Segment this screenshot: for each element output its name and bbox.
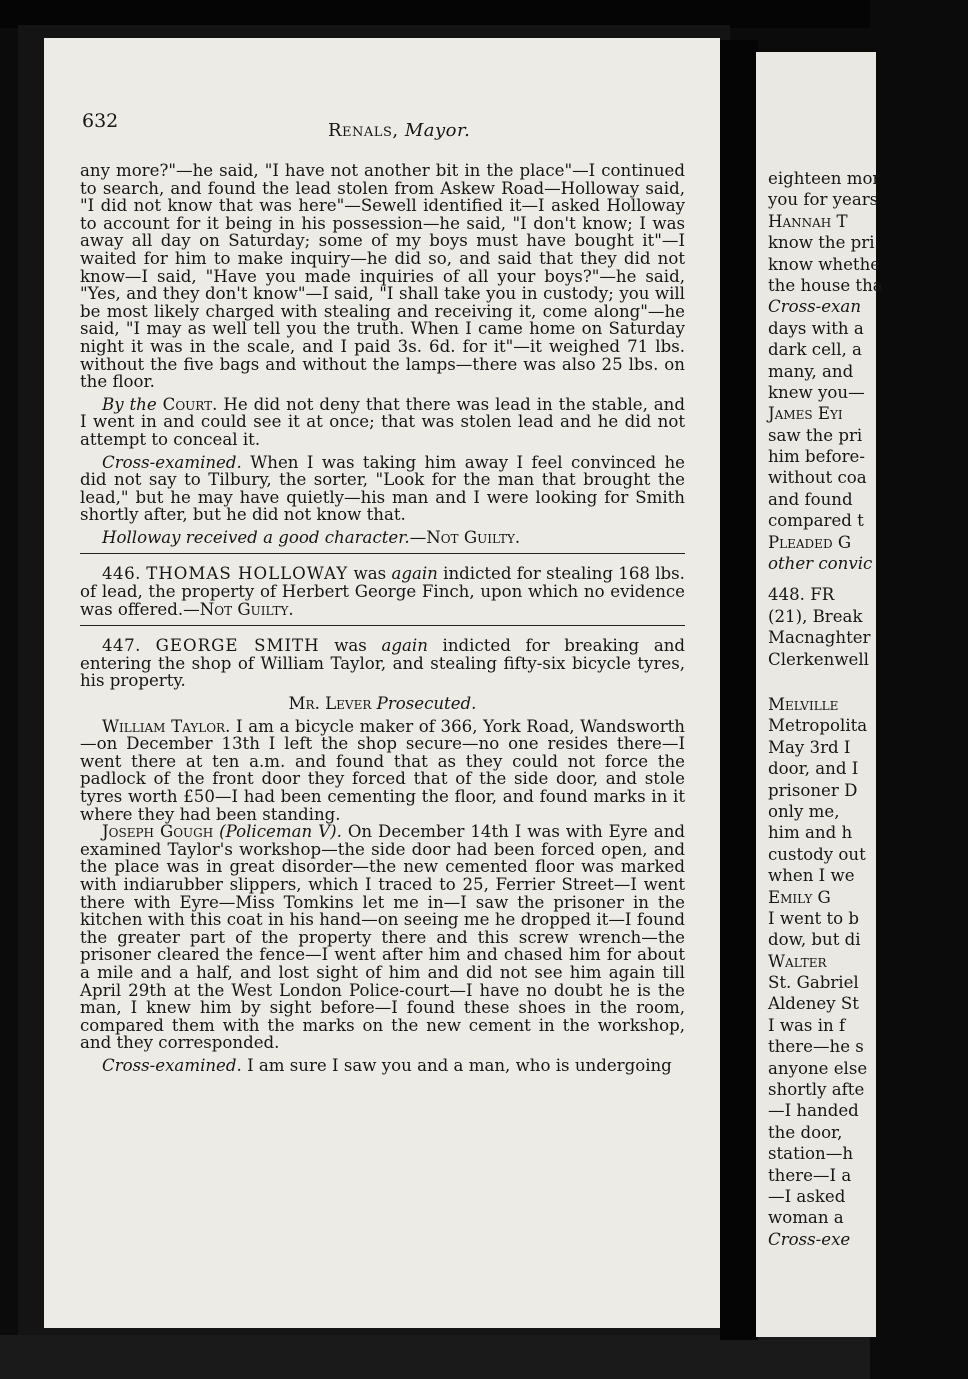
case-446-number: 446. — [102, 564, 141, 584]
case-446-again: again — [391, 564, 438, 584]
right-page-text-fragments — [768, 168, 968, 1250]
right-line: and found — [768, 489, 853, 509]
case-447-entry — [80, 637, 685, 690]
right-line: door, and I — [768, 759, 859, 779]
scan-bottom-edge — [0, 1335, 870, 1379]
case-446-was: was — [353, 564, 387, 584]
right-spacer — [768, 574, 968, 584]
case-divider-rule — [80, 553, 685, 554]
right-line: James Eyi — [768, 404, 843, 424]
right-line: compared t — [768, 511, 864, 531]
right-line: prisoner D — [768, 780, 858, 800]
right-line: —I handed — [768, 1101, 859, 1121]
verdict-not-guilty: Not Guilty. — [426, 527, 521, 547]
right-line: I was in f — [768, 1015, 846, 1035]
right-line: —I asked — [768, 1186, 846, 1206]
right-line: only me, — [768, 801, 840, 821]
right-line: eighteen mor — [768, 169, 881, 188]
scan-top-edge — [0, 0, 870, 28]
right-line: 448. FR — [768, 585, 835, 605]
right-line: know the pri — [768, 233, 875, 253]
right-line: know whethe — [768, 254, 881, 274]
right-line: days with a — [768, 318, 864, 338]
right-line: anyone else — [768, 1058, 868, 1078]
right-line: knew you— — [768, 382, 865, 402]
right-line: without coa — [768, 468, 867, 488]
right-line: station—h — [768, 1144, 854, 1164]
case-447-indictment: indicted for breaking and entering the shop of William Taylor, and stealing fifty-six bicycle tyres, his property. — [80, 636, 686, 691]
right-line: there—I a — [768, 1165, 852, 1185]
witness-gough-name: Joseph Gough — [102, 822, 214, 842]
right-line: there—he s — [768, 1037, 864, 1057]
right-line: Aldeney St — [768, 994, 859, 1014]
right-line: Macnaghter — [768, 628, 871, 648]
prosecution-line — [80, 695, 685, 713]
witness-taylor-testimony — [80, 718, 685, 824]
paragraph-verdict-445 — [80, 529, 685, 547]
by-the-label: By the — [102, 394, 157, 414]
case-divider-rule — [80, 625, 685, 626]
right-line — [768, 1229, 968, 1250]
case-447-again: again — [381, 636, 428, 656]
right-line: woman a — [768, 1208, 844, 1228]
witness-taylor-text: I am a bicycle maker of 366, York Road, Wandsworth—on December 13th I left the shop secure—no one resides there—I went there at ten a.m. and found that as they could not force the padlock of the front door they forced that of the side door, and stole tyres worth £50—I had been cementing the floor, and found marks in it where they had been standing. — [80, 716, 685, 824]
right-line: many, and — [768, 361, 854, 381]
right-line: when I we — [768, 866, 855, 886]
right-line — [768, 296, 968, 317]
page-number: 632 — [82, 110, 119, 132]
right-line: saw the pri — [768, 425, 863, 445]
witness-gough-testimony — [80, 823, 685, 1052]
right-line: (21), Break — [768, 606, 863, 626]
witness-gough-role: (Policeman V). — [219, 822, 342, 842]
verdict-separator: — — [409, 527, 427, 547]
right-line: Walter — [768, 951, 827, 971]
right-line: Melville — [768, 694, 839, 714]
paragraph-cross-examined — [80, 454, 685, 524]
right-line: custody out — [768, 844, 866, 864]
prosecutor-name: Mr. Lever — [288, 694, 372, 714]
paragraph-by-the-court — [80, 396, 685, 449]
case-447-was: was — [334, 636, 367, 656]
right-line: you for years — [768, 190, 879, 210]
right-line: Metropolita — [768, 716, 868, 736]
character-note: Holloway received a good character. — [102, 527, 410, 547]
right-line — [768, 553, 968, 574]
witness-taylor-name: William Taylor. — [102, 716, 231, 736]
left-column-text — [80, 162, 685, 1075]
final-cross-examined-text: I am sure I saw you and a man, who is undergoing — [247, 1055, 672, 1075]
paragraph-final-cross-examined — [80, 1057, 685, 1075]
book-gutter — [720, 40, 758, 1340]
cross-examined-label: Cross-examined. — [102, 452, 242, 472]
witness-gough-text: On December 14th I was with Eyre and examined Taylor's workshop—the side door had been forced open, and the place was in great disorder—the new cemented floor was marked with indiarubber slippers, which I traced to 25, Ferrier Street—I went there with Eyre—Miss Tomkins let me in—I saw the prisoner in the kitchen with this coat in his hand—on seeing me he dropped it—I found the greater part of the property there and this screw wrench—the prisoner cleared the fence—I went after him and chased him for about a mile and a half, and lost sight of him and did not see him again till April 29th at the West London Police-court—I have no doubt he is the man, I knew him by sight before—I found these shoes in the room, compared them with the marks on the new cement in the workshop, and they corresponded. — [80, 822, 686, 1053]
case-446-entry — [80, 565, 685, 618]
right-line: Pleaded G — [768, 532, 852, 552]
right-line-italic: Cross-exe — [768, 1229, 851, 1249]
right-line-italic: other convic — [768, 554, 873, 574]
header-mayor-title: Mayor. — [404, 120, 471, 141]
case-446-indictment: indicted for stealing 168 lbs. of lead, the property of Herbert George Finch, upon which no evidence was offered. — [80, 564, 685, 619]
case-446-defendant: THOMAS HOLLOWAY — [146, 564, 349, 584]
case-447-number: 447. — [102, 636, 141, 656]
header-mayor-name: Renals, — [328, 120, 399, 141]
right-line: him and h — [768, 823, 853, 843]
right-line: the door, — [768, 1122, 843, 1142]
right-line: shortly afte — [768, 1080, 865, 1100]
right-line: May 3rd I — [768, 737, 851, 757]
cross-examined-text: When I was taking him away I feel convinced he did not say to Tilbury, the sorter, "Look for the man that brought the lead," but he may have quietly—his man and I were looking for Smith shortly after, but he did not know that. — [80, 452, 685, 525]
right-line: St. Gabriel — [768, 973, 859, 993]
running-head — [82, 110, 682, 140]
right-line: him before- — [768, 447, 865, 467]
case-446-separator: — — [183, 599, 200, 619]
right-line: the house tha — [768, 275, 883, 295]
paragraph-testimony-end: any more?"—he said, "I have not another bit in the place"—I continued to search, and found the lead stolen from Askew Road—Holloway said, "I did not know that was here"—Sewell identified it—I asked Holloway to account for it being in his possession—he said, "I don't know; I was away all day on Saturday; some of my boys must have bought it"—I waited for him to make inquiry—he did so, and said that they did not know—I said, "Have you made inquiries of all your boys?"—he said, "Yes, and they don't know"—I said, "I shall take you in custody; you will be most likely charged with stealing and receiving it, come along"—he said, "I may as well tell you the truth. When I came home on Saturday night it was in the scale, and I paid 3s. 6d. for it"—it weighed 71 lbs. without the five bags and without the lamps—there was also 25 lbs. on the floor. — [80, 161, 685, 392]
right-line: I went to b — [768, 908, 860, 928]
right-line: dark cell, a — [768, 340, 862, 360]
court-text: He did not deny that there was lead in the stable, and I went in and could see it at once; that was stolen lead and he did not attempt to conceal it. — [80, 394, 685, 449]
right-line: Clerkenwell — [768, 649, 869, 669]
court-label: Court. — [162, 394, 218, 414]
header-title — [328, 120, 470, 141]
right-line: dow, but di — [768, 930, 861, 950]
right-line: Emily G — [768, 887, 831, 907]
right-line: Hannah T — [768, 211, 848, 231]
prosecuted-label: Prosecuted. — [376, 694, 477, 714]
final-cross-examined-label: Cross-examined. — [102, 1055, 242, 1075]
case-447-defendant: GEORGE SMITH — [155, 636, 320, 656]
right-spacer — [768, 670, 968, 694]
right-line-italic: Cross-exan — [768, 297, 862, 317]
case-446-verdict: Not Guilty. — [199, 599, 294, 619]
